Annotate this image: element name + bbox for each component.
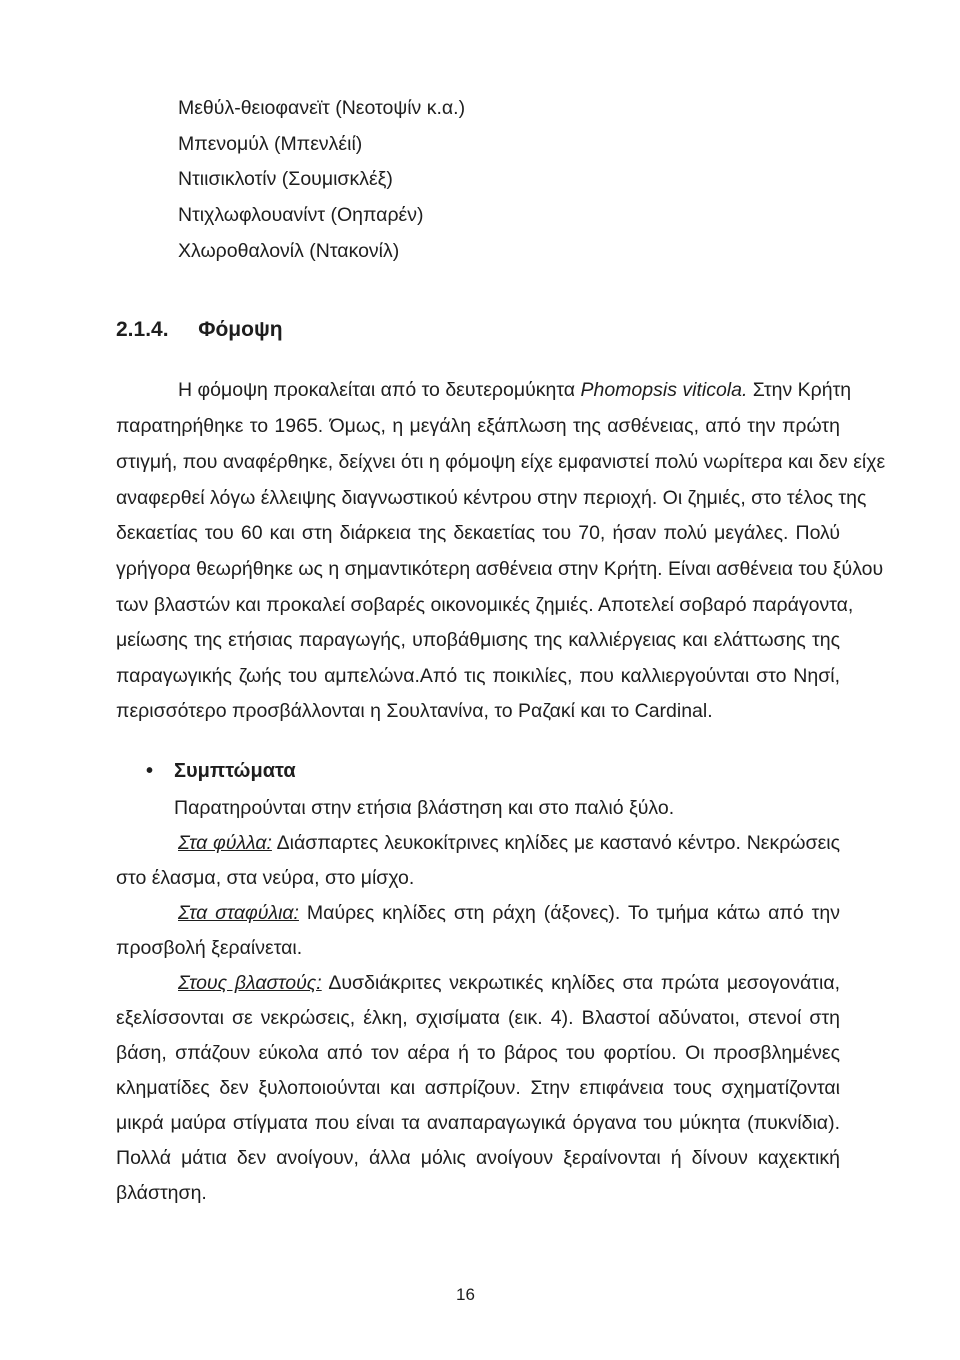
grapes-line: προσβολή ξεραίνεται. [116,937,303,959]
paragraph-line: δεκαετίας του 60 και στη διάρκεια της δεκαετίας του 70, ήσαν πολύ μεγάλες. Πολύ [116,522,840,544]
text-run: Η φόμοψη προκαλείται από το δευτερομύκητα [178,379,581,401]
species-name: Phomopsis viticola. [580,379,748,401]
paragraph-line: γρήγορα θεωρήθηκε ως η σημαντικότερη ασθένεια στην Κρήτη. Είναι ασθένεια του ξύλου [116,558,884,580]
fungicide-item: Χλωροθαλονίλ (Ντακονίλ) [178,240,400,262]
fungicide-item: Μεθύλ-θειοφανεϊτ (Νεοτοψίν κ.α.) [178,97,466,119]
shoots-line: κληματίδες δεν ξυλοποιούνται και ασπρίζουν. Στην επιφάνεια τους σχηματίζονται [116,1077,840,1099]
section-number: 2.1.4. [116,318,169,341]
shoots-line: Πολλά μάτια δεν ανοίγουν, άλλα μόλις ανοίγουν ξεραίνονται ή δίνουν καχεκτική [116,1147,840,1169]
paragraph-line: μείωσης της ετήσιας παραγωγής, υποβάθμισης της καλλιέργειας και ελάττωσης της [116,629,840,651]
text-run: Στην Κρήτη [747,379,852,401]
paragraph-line: περισσότερο προσβάλλονται η Σουλτανίνα, το Ραζακί και το Cardinal. [116,700,713,722]
shoots-line: εξελίσσονται σε νεκρώσεις, έλκη, σχισίματα (εικ. 4). Βλαστοί αδύνατοι, στενοί στη [116,1007,840,1029]
fungicide-item: Ντιχλωφλουανίντ (Οηπαρέν) [178,204,424,226]
symptoms-heading [146,760,296,783]
text-run: Δυσδιάκριτες νεκρωτικές κηλίδες στα πρώτα μεσογονάτια, [321,972,841,994]
paragraph-line: αναφερθεί λόγω έλλειψης διαγνωστικού κέντρου στην περιοχή. Οι ζημιές, στο τέλος της [116,487,867,509]
section-title: Φόμοψη [198,318,283,341]
fungicide-item: Ντιισικλοτίν (Σουμισκλέξ) [178,168,393,190]
grapes-label: Στα σταφύλια: [178,902,299,924]
shoots-line [178,971,840,995]
shoots-line: βλάστηση. [116,1182,207,1204]
paragraph-line: παραγωγικής ζωής του αμπελώνα.Από τις ποικιλίες, που καλλιεργούνται στο Νησί, [116,665,840,687]
paragraph-line [178,378,852,402]
text-run: Μαύρες κηλίδες στη ράχη (άξονες). Το τμήμα κάτω από την [298,902,840,924]
paragraph-line: παρατηρήθηκε το 1965. Όμως, η μεγάλη εξάπλωση της ασθένειας, από την πρώτη [116,415,840,437]
symptoms-intro: Παρατηρούνται στην ετήσια βλάστηση και στο παλιό ξύλο. [174,797,675,819]
paragraph-line: των βλαστών και προκαλεί σοβαρές οικονομικές ζημιές. Αποτελεί σοβαρό παράγοντα, [116,594,854,616]
shoots-label: Στους βλαστούς: [178,972,322,994]
page-number: 16 [456,1285,475,1304]
leaves-line: στο έλασμα, στα νεύρα, στο μίσχο. [116,867,415,889]
text-run: Διάσπαρτες λευκοκίτρινες κηλίδες με καστανό κέντρο. Νεκρώσεις [271,832,840,854]
shoots-line: μικρά μαύρα στίγματα που είναι τα αναπαραγωγικά όργανα του μύκητα (πυκνίδια). [116,1112,840,1134]
leaves-line [178,831,840,855]
section-heading [116,318,283,342]
fungicide-item: Μπενομύλ (Μπενλέιί) [178,133,363,155]
leaves-label: Στα φύλλα: [178,832,272,854]
symptoms-title: Συμπτώματα [174,760,296,782]
grapes-line [178,901,840,925]
paragraph-line: στιγμή, που αναφέρθηκε, δείχνει ότι η φόμοψη είχε εμφανιστεί πολύ νωρίτερα και δεν είχε [116,451,886,473]
shoots-line: βάση, σπάζουν εύκολα από τον αέρα ή το βάρος του φορτίου. Οι προσβλημένες [116,1042,840,1064]
bullet-icon: • [146,760,154,782]
